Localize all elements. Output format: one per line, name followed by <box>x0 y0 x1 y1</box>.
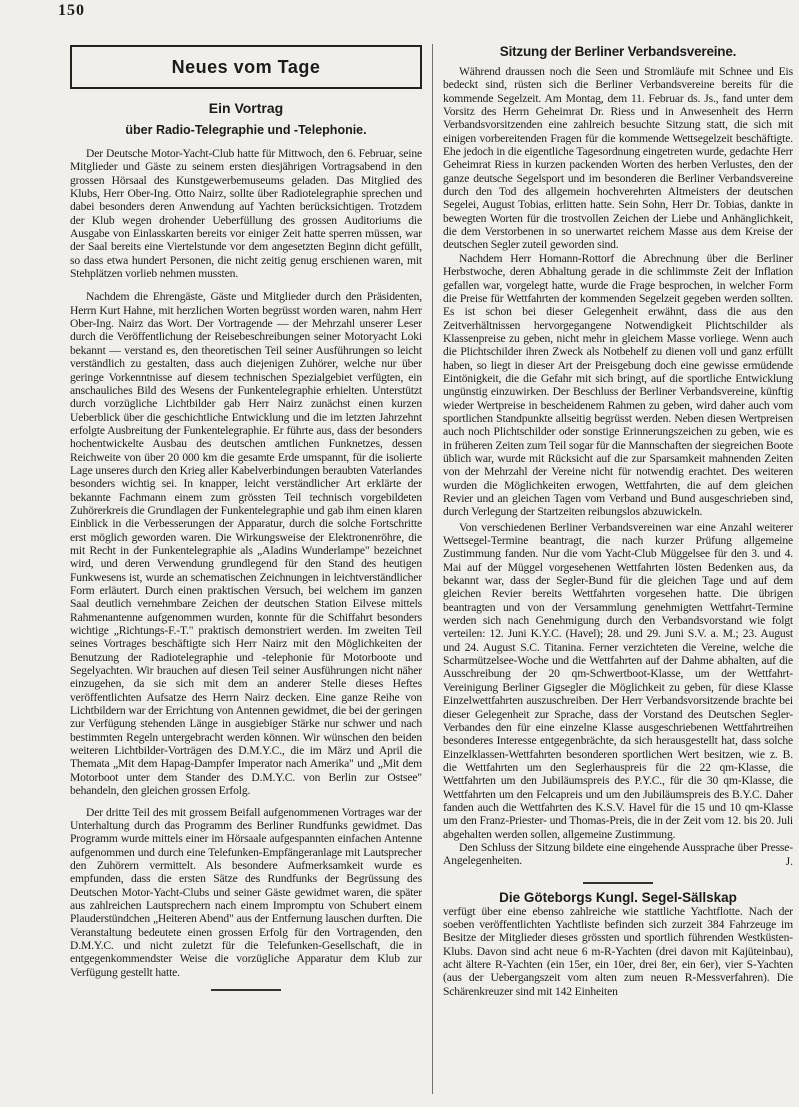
article-title: Sitzung der Berliner Verbandsvereine. <box>499 44 737 59</box>
paragraph: verfügt über eine ebenso zahlreiche wie stattliche Yachtflotte. Nach der soeben veröffentlichten Yachtliste befinden sich zurzeit 384 Fahrzeuge im Besitze der Mitglieder dieses grössten und sportlich führenden Westküsten-Klubs. Davon sind acht neue 6 m-R-Yachten (drei davon mit Kajüteinbau), acht ältere R-Yachten (ein 15er, ein 10er, drei 8er, ein 6er), vier S-Yachten (aus der Uebergangszeit vom alten zum neuen R-Messverfahren). Die Schärenkreuzer sind mit 142 Einheiten <box>443 904 793 998</box>
paragraph: Nachdem Herr Homann-Rottorf die Abrechnung über die Berliner Herbstwoche, deren Abhaltung gerade in die schlimmste Zeit der Inflation gefallen war, vorgelegt hatte, wurde die Frage besprochen, in welcher Form die Preise für Wettfahrten der kommenden Segelzeit gegeben werden sollten. Es ist schon bei dieser Gelegenheit erwähnt, dass die aus den Zeitverhältnissen hervorgegangene Notwendigkeit Plichtschilder als Klassenpreise zu geben, nicht mehr in gleichem Masse vorliege. Wenn auch die Plichtschilder ihren Zweck als Notbehelf zu dienen voll und ganz erfüllt haben, so liegt in dieser Art der Preisgebung doch eine gewisse ermüdende Eintönigkeit, die die Gefahr mit sich bringt, auf die sportliche Entwicklung ungünstig einzuwirken. Der Beschluss der Berliner Verbandsvereine, künftig wieder Wertpreise in bescheidenem Rahmen zu geben, wird daher auch vom sportlichen Standpunkte allseitig begrüsst werden. Neben diesen Wertpreisen auch noch Plichtschilder oder sonstige Erinnerungszeichen zu geben, wie es in früheren Zeiten zum Teil sogar für die Mannschaften der siegreichen Boote üblich war, wurde mit Rücksicht auf die zur Sparsamkeit mahnenden Zeiten von der Mehrzahl der Vereine nicht für notwendig erachtet. Des weiteren wurden die Möglichkeiten erwogen, Wettfahrten, die auf dem gleichen Revier und an gleichen Tagen vom Verband und Bund ausgeschrieben sind, durch Verlegung der Startzeiten reibungslos abzuwickeln. <box>443 251 793 519</box>
section-rule <box>583 882 653 884</box>
paragraph: Den Schluss der Sitzung bildete eine eingehende Aussprache über Presse-Angelegenheiten. <box>443 840 793 868</box>
section-header-box <box>70 45 422 89</box>
paragraph: Der dritte Teil des mit grossem Beifall aufgenommenen Vortrages war der Unterhaltung durch das Programm des Berliner Rundfunks gewidmet. Das Programm wurde mittels einer im Hörsaale aufgespannten einfachen Antenne aufgenommen und durch eine Telefunken-Empfängeranlage mit Lautsprecher den Zuhörern vermittelt. Als besondere Aufmerksamkeit wurde es empfunden, dass die ersten Sätze des Rundfunks der Begrüssung des Deutschen Motor-Yacht-Clubs und seiner Gäste gewidmet waren, die später aus zahlreichen Lautsprechern nach einem Impromptu von Schubert einem Plauderstündchen „Heiteren Abend" aus der Entfernung lauschen durften. Die Veranstaltung bedeutete einen grossen Erfolg für den Vortragenden, den D.M.Y.C. und nicht zuletzt für die Telefunken-Gesellschaft, die in entgegenkommendster Weise die vorzügliche Apparatur dem Klub zur Verfügung gestellt hatte. <box>70 805 422 979</box>
paragraph: Während draussen noch die Seen und Stromläufe mit Schnee und Eis bedeckt sind, rüsten sich die Berliner Verbandsvereine bereits für die kommende Segelzeit. Am Montag, dem 11. Februar ds. Js., fand unter dem Vorsitz des Herrn Geheimrat Dr. Riess und in Anwesenheit des Herrn Verbandsvorsitzenden eine zahlreich besuchte Sitzung statt, die sich mit einigen vorbereitenden Fragen für die kommende Wettsegelzeit beschäftigte. Ehe jedoch in die eigentliche Tagesordnung eingetreten wurde, gedachte Herr Geheimrat Riess in kurzen packenden Worten des herben Verlustes, den der ganze deutsche Segelsport und im besonderen die Berliner Verbandsvereine durch den Tod des allgemein hochverehrten Altmeisters der deutschen Segelei, August Tobias, erlitten hatte. Sein Sohn, Herr Dr. Tobias, dankte in bewegten Worten für die trostvollen Zeichen der Liebe und Anhänglichkeit, die dem Verstorbenen in so unerwartet reichem Masse aus dem Kreise der deutschen Segler zuteil geworden sind. <box>443 65 793 252</box>
paragraph: Nachdem die Ehrengäste, Gäste und Mitglieder durch den Präsidenten, Herrn Kurt Hahne, mit herzlichen Worten begrüsst worden waren, nahm Herr Ober-Ing. Nairz das Wort. Der Vortragende — der Mehrzahl unserer Leser durch die Veröffentlichung der Reisebeschreibungen seiner Motoryacht Loki bekannt — verstand es, den theoretischen Teil seiner Ausführungen so leicht verständlich zu gestalten, dass auch diejenigen Zuhörer, welche nur über geringe Vorkenntnisse auf diesem technischen Spezialgebiet verfügten, ein anschauliches Bild des Wesens der Funkentelegraphie erhielten. Unterstützt durch vorzügliche Lichtbilder gab Herr Nairz zunächst einen kurzen Ueberblick über die geschichtliche Entwicklung und die im letzten Jahrzehnt erfolgte Ausbreitung der Funkentelegraphie. Er führte aus, dass der besonders hochentwickelte Ausbau des deutschen amtlichen Funknetzes, dessen Reichweite von über 20 000 km die gesamte Erde umspannt, für die isolierte Lage unseres durch den Krieg aller Kabelverbindungen beraubten Vaterlandes besonders wichtig sei. In knapper, leicht verständlicher Art erklärte der bekannte Fachmann einem zum grössten Teil technisch vorgebildeten Zuhörerkreis die Grundlagen der Funkentelegraphie und gab ihm einen klaren Einblick in die Verbesserungen der Apparatur, durch die solche Fortschritte erst möglich geworden waren. Die Wirkungsweise der Elektronenröhre, die mit Recht in der Funkentelegraphie als „Aladins Wunderlampe" bezeichnet wird, und deren Verwendung grundlegend für den Stand des heutigen Funkwesens ist, wurde an schematischen Zeichnungen in leichtverständlicher Form erläutert. Durch einen praktischen Versuch, bei welchem im ganzen Saal deutlich vernehmbare Zeichen der deutschen Station Eilvese mittels Rahmenantenne aufgenommen wurden, konnte für die Schiffahrt besonders wichtige „Richtungs-F.-T." praktisch demonstriert werden. Im zweiten Teil seines Vortrages beschäftigte sich Herr Nairz mit den Möglichkeiten der Benutzung der Radiotelegraphie und -telephonie für Motorboote und Segelyachten. Wir brauchen auf diesen Teil seiner Ausführungen nicht näher einzugehen, da sie sich mit dem an anderer Stelle dieses Heftes veröffentlichten Aufsatze des Herrn Nairz decken. Eine ganze Reihe von Lichtbildern war der Errichtung von Antennen gewidmet, die bei der geringen zur Verfügung stehenden Länge in ausgiebiger Stärke nur schwer und nach bestimmten Regeln untergebracht werden können. Wir wünschen den beiden weiteren Lichtbilder-Vorträgen des D.M.Y.C., die im März und April die Themata „Mit dem Hapag-Dampfer Imperator nach Amerika" und „Mit dem Motorboot unter dem Stander des D.M.Y.C. von Berlin zur Ostsee" behandeln, den gleichen grossen Erfolg. <box>70 290 422 798</box>
article-title: Ein Vortrag <box>208 100 284 116</box>
paragraph: Von verschiedenen Berliner Verbandsvereinen war eine Anzahl weiterer Wettsegel-Termine beantragt, die nach kurzer Prüfung allgemeine Zustimmung fanden. Nur die vom Yacht-Club Müggelsee für den 3. und 4. Mai auf der Müggel vorgesehenen Wettfahrten lösten Bedenken aus, da bekannt war, dass der Segler-Bund für die gleichen Tage und auf dem gleichen Revier bereits Wettfahrten vorgesehen hatte. Die übrigen beantragten und von der Versammlung genehmigten Wettfahrt-Termine werden sich nach Genehmigung durch den Verbandsvorstand wie folgt verteilen: 12. Juni K.Y.C. (Havel); 28. und 29. Juni S.V. a. M.; 23. August und 24. August S.C. Titanina. Ferner verzichteten die Vereine, welche die Scharmützelsee-Woche und die Wettfahrten auf der Dahme abhalten, auf die Ausschreibung der 20 qm-Schwertboot-Klasse, um der Wettfahrt-Vereinigung Berliner Gigsegler die Möglichkeit zu geben, für diese Klasse Einzelwettfahrten auszuschreiben. Der Herr Verbandsvorsitzende brachte bei dieser Gelegenheit zur Sprache, dass der Vorstand des Deutschen Segler-Verbandes den für eine einzelne Klasse ausgeschriebenen Wettfahrtreihen besonderes Interesse entgegenbrächte, da sich herausgestellt hat, dass solche Einzelklassen-Wettfahrten besonderen sportlichen Wert besitzen, wie z. B. die Wettfahrten um den Seglerhauspreis für die 22 qm-Klasse, die Wettfahrten um den Jubiläumspreis des P.Y.C., für die 30 qm-Klasse, die Wettfahrten um den Felcapreis und um den Jubiläumspreis des B.Y.C. Daher fanden auch die Wettfahrten des K.S.V. Havel für die 15 und 10 qm-Klasse um den Franz-Priester- und Thomas-Preis, die in der Zeit vom 12. bis 20. Juli abgehalten werden sollen, allgemeine Zustimmung. <box>443 520 793 841</box>
column-divider <box>432 44 433 1094</box>
end-rule <box>211 989 281 991</box>
right-column <box>443 40 793 998</box>
paragraph: Der Deutsche Motor-Yacht-Club hatte für Mittwoch, den 6. Februar, seine Mitglieder und Gäste zu seinem ersten diesjährigen Vortragsabend in den grossen Hörsaal des Kunstgewerbemuseums geladen. Das Mitglied des Klubs, Herr Ober-Ing. Otto Nairz, sollte über Radiotelegraphie sprechen und dabei besonders deren Anwendung auf Yachten berücksichtigen. Trotzdem der Klub wegen drohender Ueberfüllung des grossen Auditoriums die Ausgabe von Einlasskarten bereits vor einiger Zeit hatte sperren müssen, war der Saal bereits eine Viertelstunde vor dem angesetzten Beginn dicht gefüllt, so dass etwa hundert Personen, die nicht zeitig genug erschienen waren, mit Stehplätzen vorlieb nehmen mussten. <box>70 147 422 281</box>
article-title: Die Göteborgs Kungl. Segel-Sällskap <box>499 889 737 905</box>
article-subtitle: über Radio-Telegraphie und -Telephonie. <box>125 123 367 137</box>
author-signature: J. <box>785 854 793 868</box>
page-number: 150 <box>58 2 85 19</box>
left-column <box>70 40 422 991</box>
section-title: Neues vom Tage <box>171 56 321 77</box>
